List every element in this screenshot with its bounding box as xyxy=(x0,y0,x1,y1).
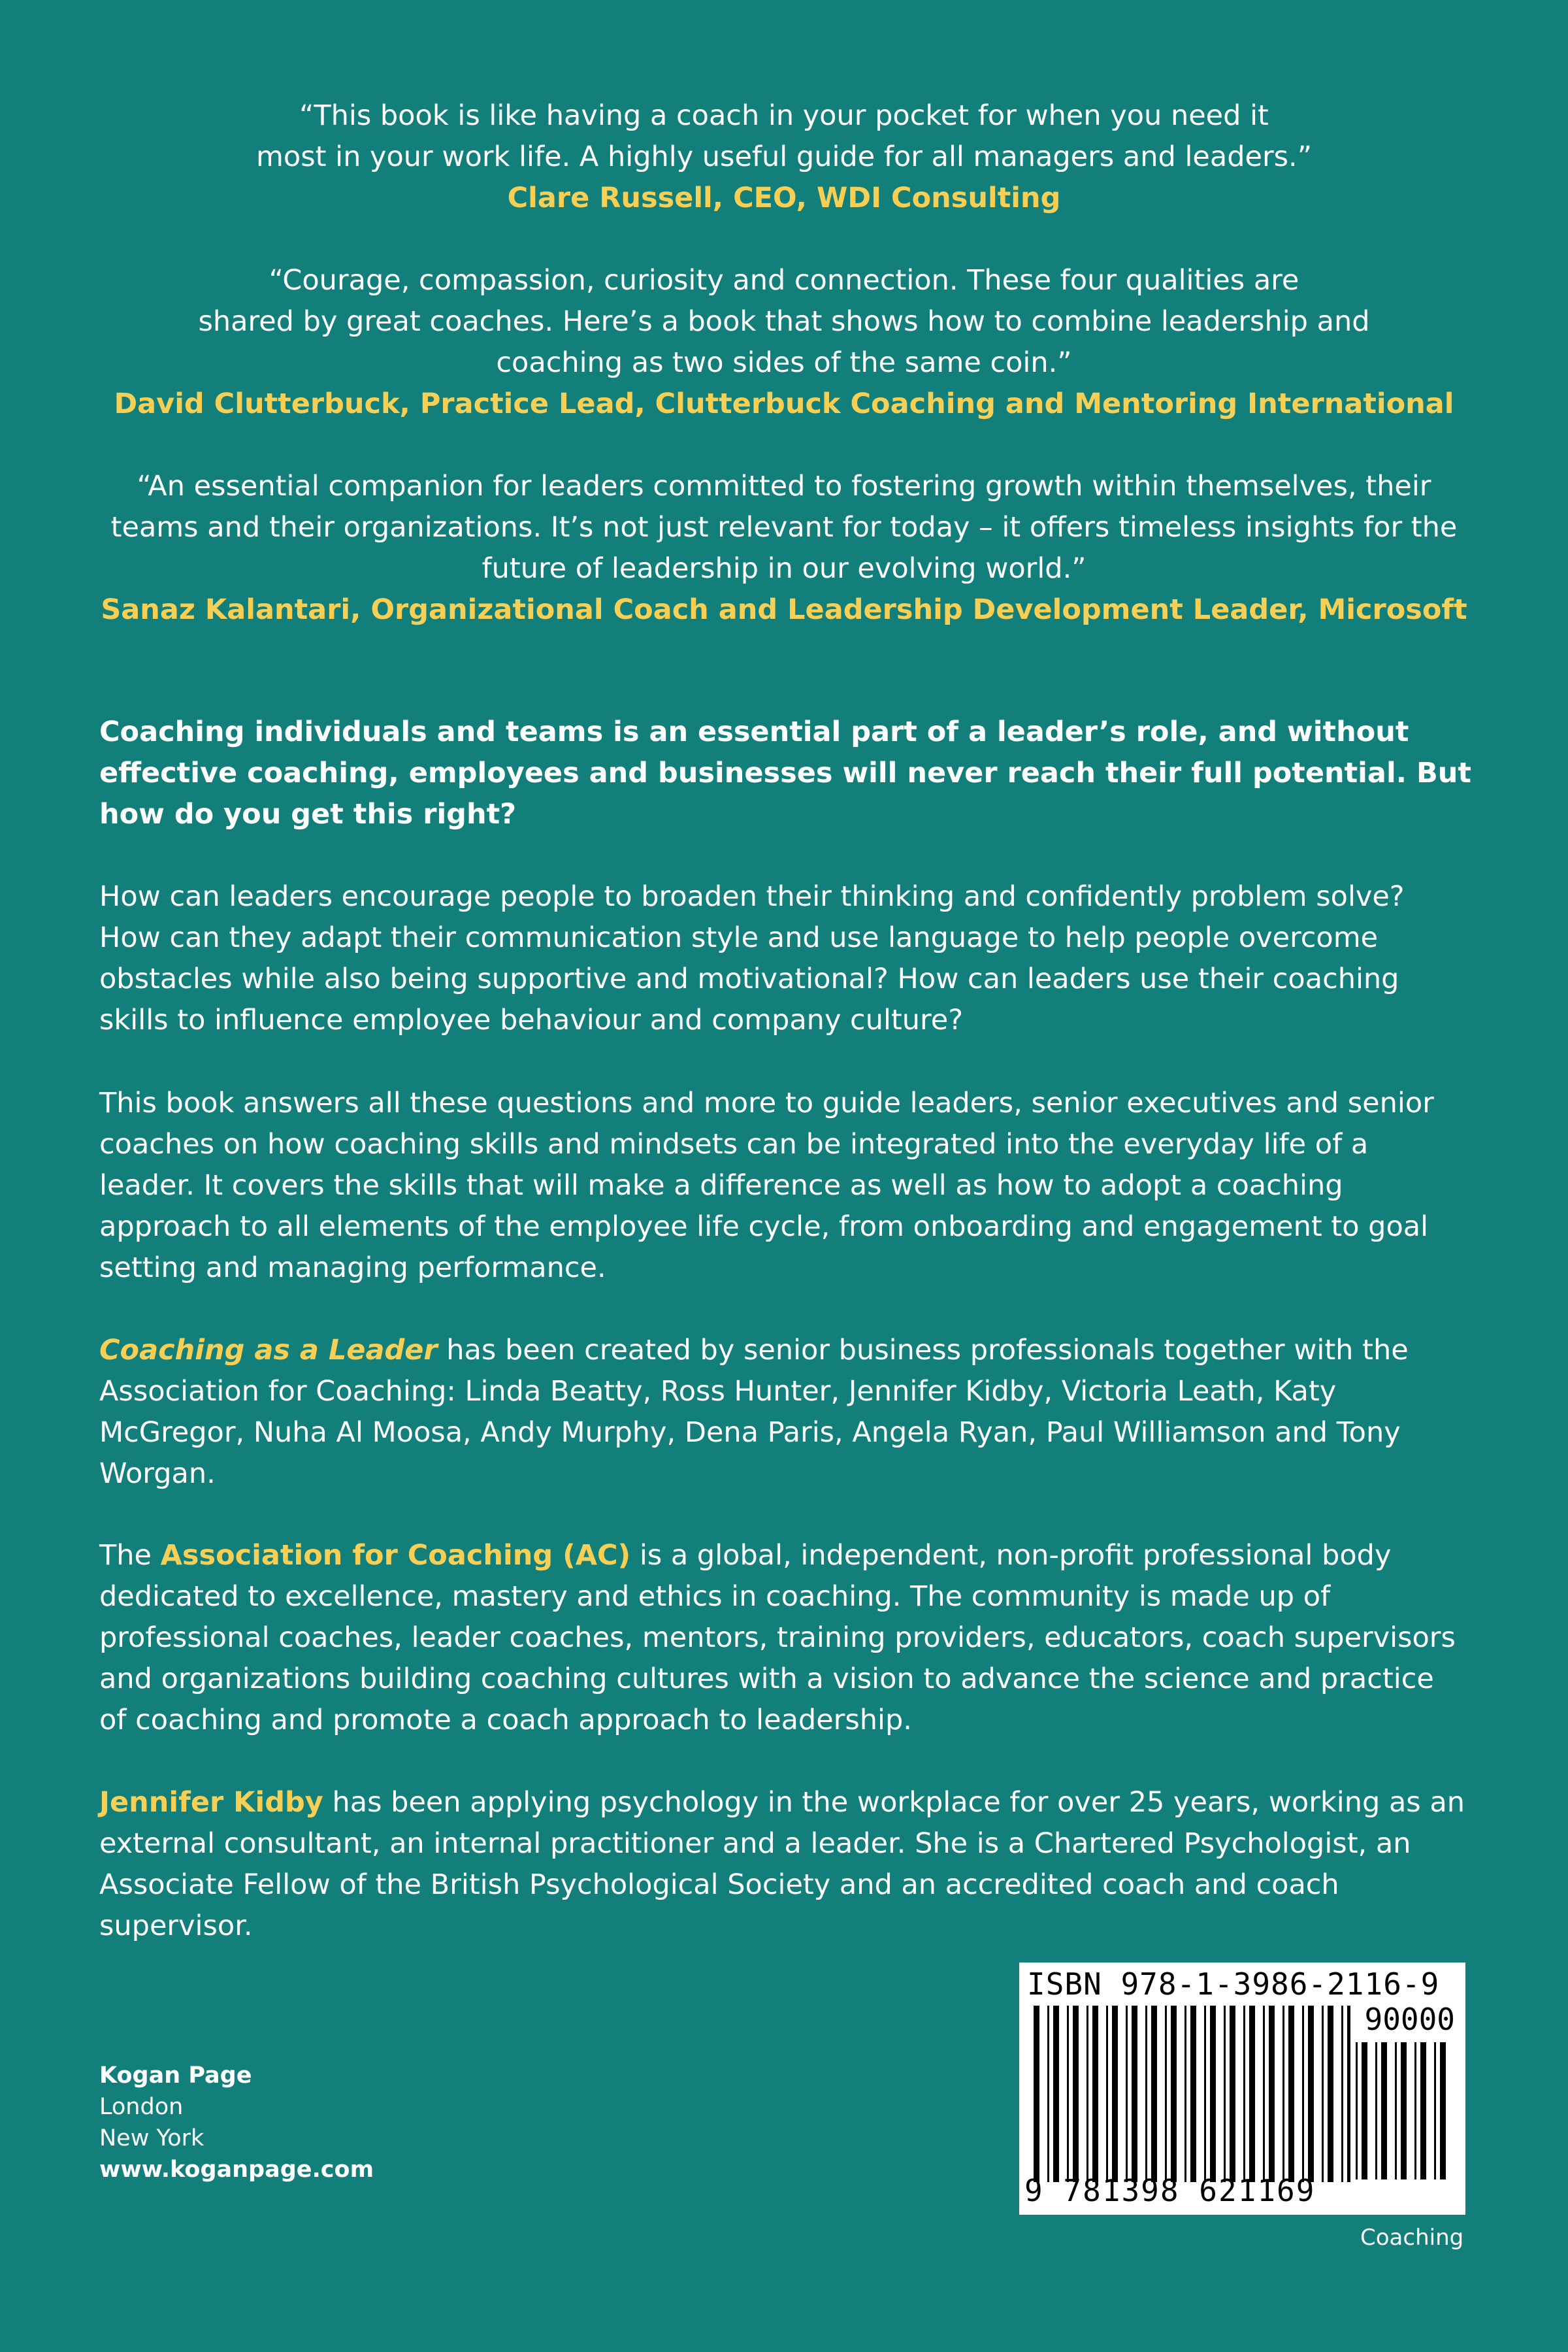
intro-paragraph xyxy=(99,712,1478,835)
quote-1 xyxy=(98,95,1470,219)
isbn-number: ISBN 978-1-3986-2116-9 xyxy=(1027,1966,1440,2002)
answers-line-2: coaches on how coaching skills and mindsets can be integrated into the everyday life of a xyxy=(99,1128,1369,1161)
quote-2 xyxy=(98,260,1470,425)
quote-3-line-2: teams and their organizations. It’s not just relevant for today – it offers timeless insights for the xyxy=(110,511,1458,544)
author-line-3: Associate Fellow of the British Psychological Society and an accredited coach and coach xyxy=(99,1868,1339,1901)
barcode-addon-bars-icon xyxy=(1356,2042,1454,2179)
author-line-4: supervisor. xyxy=(99,1910,253,1942)
association-line-1 xyxy=(99,1535,1478,1576)
barcode-bars-icon xyxy=(1034,2006,1350,2182)
publisher-city-new-york: New York xyxy=(99,2125,204,2151)
quote-2-line-3: coaching as two sides of the same coin.” xyxy=(496,346,1072,379)
contributors-line-2: Association for Coaching: Linda Beatty, Ross Hunter, Jennifer Kidby, Victoria Leath, Katy xyxy=(99,1375,1337,1408)
quote-1-line-2: most in your work life. A highly useful guide for all managers and leaders.” xyxy=(256,141,1312,173)
book-title: Coaching as a Leader xyxy=(99,1334,438,1366)
answers-paragraph xyxy=(99,1083,1478,1289)
quote-2-line-2: shared by great coaches. Here’s a book that shows how to combine leadership and xyxy=(198,305,1370,338)
questions-line-2: How can they adapt their communication style and use language to help people overcome xyxy=(99,921,1379,954)
intro-line-3: how do you get this right? xyxy=(99,798,517,831)
association-line-1-rest: is a global, independent, non-profit professional body xyxy=(630,1539,1392,1572)
publisher-city-london: London xyxy=(99,2094,184,2120)
quote-1-attribution: Clare Russell, CEO, WDI Consulting xyxy=(507,182,1061,214)
quote-3-attribution: Sanaz Kalantari, Organizational Coach and Leadership Development Leader, Microsoft xyxy=(101,593,1467,626)
contributors-line-1-rest: has been created by senior business professionals together with the xyxy=(437,1334,1409,1366)
quote-3 xyxy=(98,466,1470,631)
contributors-line-4: Worgan. xyxy=(99,1457,216,1490)
contributors-line-3: McGregor, Nuha Al Moosa, Andy Murphy, Dena Paris, Angela Ryan, Paul Williamson and Tony xyxy=(99,1416,1401,1449)
association-line-3: professional coaches, leader coaches, mentors, training providers, educators, coach supervisors xyxy=(99,1621,1456,1654)
isbn-barcode xyxy=(1019,1963,1465,2215)
ean-digits: 9 781398 621169 xyxy=(1024,2173,1316,2208)
association-line-2: dedicated to excellence, mastery and ethics in coaching. The community is made up of xyxy=(99,1580,1331,1613)
questions-line-3: obstacles while also being supportive and motivational? How can leaders use their coaching xyxy=(99,963,1399,995)
author-line-1 xyxy=(99,1782,1478,1823)
author-name: Jennifer Kidby xyxy=(99,1786,323,1819)
answers-line-4: approach to all elements of the employee life cycle, from onboarding and engagement to goal xyxy=(99,1210,1429,1243)
category-label: Coaching xyxy=(1360,2225,1464,2251)
answers-line-1: This book answers all these questions and more to guide leaders, senior executives and senior xyxy=(99,1087,1434,1119)
answers-line-5: setting and managing performance. xyxy=(99,1251,606,1284)
contributors-paragraph xyxy=(99,1330,1478,1495)
quote-2-line-1: “Courage, compassion, curiosity and connection. These four qualities are xyxy=(269,264,1299,297)
association-paragraph xyxy=(99,1535,1478,1741)
quote-2-attribution: David Clutterbuck, Practice Lead, Clutterbuck Coaching and Mentoring International xyxy=(114,388,1454,420)
price-code: 90000 xyxy=(1364,2002,1455,2037)
questions-line-4: skills to influence employee behaviour and company culture? xyxy=(99,1004,964,1036)
publisher-info xyxy=(99,2060,374,2185)
questions-paragraph xyxy=(99,876,1478,1041)
quote-1-line-1: “This book is like having a coach in your pocket for when you need it xyxy=(299,99,1269,132)
answers-line-3: leader. It covers the skills that will make a difference as well as how to adopt a coaching xyxy=(99,1169,1343,1202)
author-line-1-rest: has been applying psychology in the workplace for over 25 years, working as an xyxy=(323,1786,1465,1819)
association-line-4: and organizations building coaching cultures with a vision to advance the science and practice xyxy=(99,1663,1434,1695)
author-paragraph xyxy=(99,1782,1478,1947)
questions-line-1: How can leaders encourage people to broaden their thinking and confidently problem solve? xyxy=(99,880,1405,913)
association-prefix: The xyxy=(99,1539,161,1572)
quote-3-line-3: future of leadership in our evolving world.” xyxy=(482,552,1086,585)
publisher-name: Kogan Page xyxy=(99,2062,252,2089)
intro-line-2: effective coaching, employees and businesses will never reach their full potential. But xyxy=(99,757,1471,789)
publisher-website: www.koganpage.com xyxy=(99,2157,374,2183)
quote-3-line-1: “An essential companion for leaders committed to fostering growth within themselves, their xyxy=(137,470,1431,503)
intro-line-1: Coaching individuals and teams is an essential part of a leader’s role, and without xyxy=(99,716,1409,748)
association-name: Association for Coaching (AC) xyxy=(160,1539,631,1572)
contributors-line-1 xyxy=(99,1330,1478,1371)
author-line-2: external consultant, an internal practitioner and a leader. She is a Chartered Psychologist, an xyxy=(99,1827,1411,1860)
association-line-5: of coaching and promote a coach approach to leadership. xyxy=(99,1704,912,1736)
